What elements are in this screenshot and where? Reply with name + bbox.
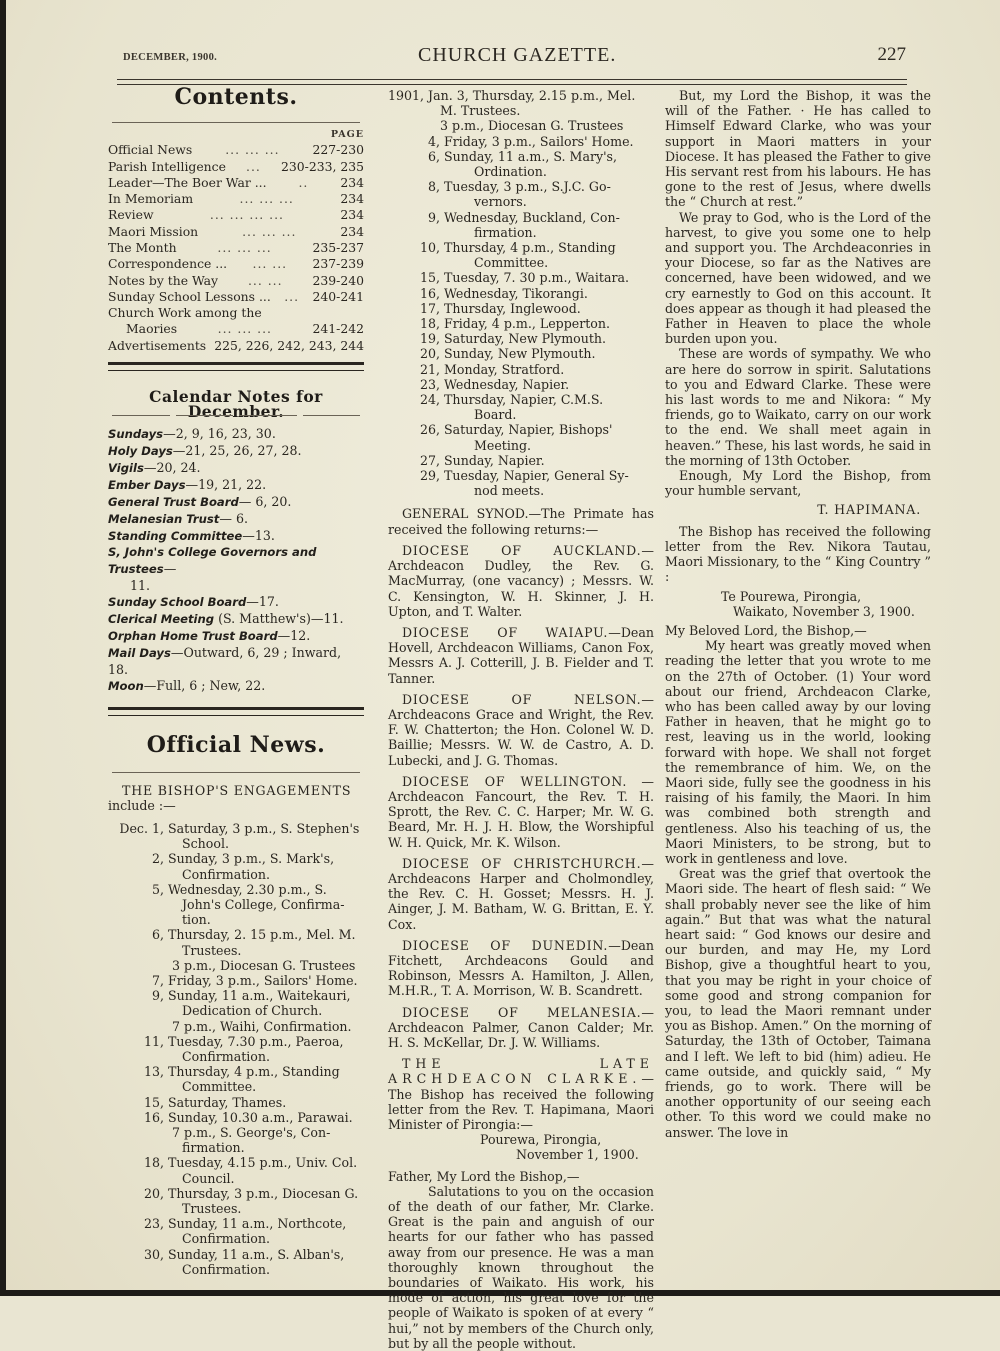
toc-entry-pages: 225, 226, 242, 243, 244 (214, 337, 364, 353)
toc-entry-pages: 234 (340, 174, 364, 190)
engagement-details: Sunday, 3 p.m., S. Mark's, (168, 851, 335, 867)
engagement-date: 8, (427, 179, 440, 195)
engagement-date: 6, (151, 927, 164, 943)
engagement-row (388, 210, 654, 225)
calendar-entry (108, 477, 364, 494)
engagement-date: 18, (419, 316, 440, 332)
calendar-entry-key: Vigils (108, 460, 144, 475)
engagement-details: Monday, Stratford. (444, 361, 565, 377)
engagement-date: 26, (419, 422, 440, 438)
toc-leader-dots: ... ... (252, 256, 288, 272)
engagement-details-cont: John's College, Confirma- (182, 896, 345, 912)
toc-entry-title: Leader—The Boer War ... (108, 174, 267, 190)
toc-entry (108, 191, 364, 207)
engagement-details: Thursday, 4 p.m., Standing (444, 240, 616, 256)
engagement-details-cont: 3 p.m., Diocesan G. Trustees (172, 957, 356, 973)
section-divider (108, 707, 364, 716)
toc-entry-title: Sunday School Lessons ... (108, 288, 271, 304)
letter-address-line: Pourewa, Pirongia, (480, 1132, 602, 1148)
column-middle (388, 88, 654, 1351)
engagement-details: Sunday, 11 a.m., S. Alban's, (168, 1246, 345, 1262)
calendar-entry (108, 460, 364, 477)
engagement-details: Sunday, 11 a.m., S. Mary's, (444, 148, 618, 164)
engagement-details: Friday, 4 p.m., Lepperton. (444, 316, 611, 332)
toc-entry (108, 289, 364, 305)
toc-entry (108, 175, 364, 191)
engagement-date: 29, (419, 468, 440, 484)
engagement-row (108, 1247, 364, 1262)
engagement-details: Sunday, 10.30 a.m., Parawai. (168, 1109, 353, 1125)
letter-salutation: Father, My Lord the Bishop,— (388, 1168, 580, 1184)
engagement-row (388, 316, 654, 331)
toc-entry-title: The Month (108, 239, 177, 255)
column-right (665, 88, 931, 1140)
engagement-date: 30, (143, 1246, 164, 1262)
diocese-entry (388, 1005, 654, 1051)
calendar-entry (108, 544, 364, 578)
calendar-entry-key: Clerical Meeting (108, 612, 215, 627)
toc-entry-pages: 237-239 (312, 256, 364, 272)
calendar-entry-key: Sundays (108, 427, 164, 442)
calendar-entry (108, 678, 364, 695)
engagement-details-cont: School. (182, 836, 229, 852)
diocese-entry (388, 938, 654, 999)
engagement-date: 13, (143, 1064, 164, 1080)
january-engagements (388, 88, 654, 498)
calendar-entry-key: Moon (108, 678, 144, 693)
diocese-name: DIOCESE OF WELLINGTON. (402, 773, 628, 789)
engagement-date: 4, (427, 133, 440, 149)
diocese-entry (388, 856, 654, 932)
engagement-details (453, 88, 654, 103)
engagement-details-cont: Confirmation. (182, 1231, 270, 1247)
engagement-row (108, 1216, 364, 1231)
calendar-entry-value: —17. (246, 594, 279, 610)
engagement-details: Thursday, 2.15 p.m., Mel. (472, 88, 636, 103)
engagement-details: Thursday, Napier, C.M.S. (444, 392, 604, 408)
engagement-row (388, 422, 654, 437)
toc-leader-dots: ... (246, 158, 261, 174)
toc-entry (108, 224, 364, 240)
engagement-details-cont: nod meets. (474, 483, 545, 499)
calendar-entry-key: Orphan Home Trust Board (108, 628, 278, 643)
engagement-details: Thursday, Inglewood. (444, 300, 581, 316)
diocese-entry (388, 692, 654, 768)
engagement-details: Friday, 3 p.m., Sailors' Home. (168, 973, 358, 988)
engagement-date: 11, (143, 1033, 164, 1049)
calendar-entry-value: —Outward, 6, 29 ; Inward, 18. (108, 644, 342, 677)
toc-entry-title: Review (108, 207, 154, 223)
engagement-details: Friday, 3 p.m., Sailors' Home. (444, 133, 634, 149)
engagement-details: Sunday, 11 a.m., Waitekauri, (168, 988, 351, 1004)
engagement-row (108, 988, 364, 1003)
engagement-details: Tuesday, 7. 30 p.m., Waitara. (444, 270, 629, 286)
engagement-row (108, 821, 364, 836)
toc-leader-dots: ... (284, 288, 300, 304)
toc-entry-title: Maories (126, 321, 178, 337)
toc-entry (108, 273, 364, 289)
engagement-details-cont: Meeting. (474, 437, 532, 453)
toc-leader-dots (262, 305, 364, 321)
engagement-date: 21, (419, 361, 440, 377)
engagement-details: Saturday, New Plymouth. (444, 331, 607, 347)
engagement-row (108, 1110, 364, 1125)
calendar-entry-key: Mail Days (108, 645, 171, 660)
engagement-date: 20, (143, 1185, 164, 1201)
table-of-contents (108, 142, 364, 354)
engagement-details: Thursday, 4 p.m., Standing (168, 1064, 340, 1080)
toc-entry-pages: 239-240 (312, 272, 364, 288)
publication-title: CHURCH GAZETTE. (418, 44, 617, 66)
engagement-row (388, 149, 654, 164)
diocese-entry (388, 543, 654, 619)
engagement-row (388, 88, 654, 103)
diocese-members: — Archdeacon Fancourt, the Rev. T. H. Sprott, the Rev. C. C. Harper; Mr. W. G. Beard, Mr. H. J. H. Blow, the Worshipful W. H. Quick, Mr. K. Wilson. (388, 773, 654, 850)
scan-edge-left (0, 0, 6, 1296)
letter-paragraph: But, my Lord the Bishop, it was the will of the Father. · He has called to Himself Edward Clarke, who was your support in Maori matters in your Diocese. It has pleased the Father to give His servant rest from his labours. He has gone to the rest of Jesus, where dwells the “ Church at rest.” (665, 88, 931, 210)
calendar-entry-key: General Trust Board (108, 494, 239, 509)
engagement-row (388, 453, 654, 468)
engagement-row (108, 851, 364, 866)
letter-signature: T. HAPIMANA. (817, 502, 921, 518)
toc-entry-title: Notes by the Way (108, 272, 219, 288)
engagement-row (388, 270, 654, 285)
toc-entry-title: Church Work among the (108, 305, 262, 321)
toc-entry-title: Official News (108, 142, 193, 158)
toc-leader-dots: ... ... ... (217, 321, 272, 337)
engagement-details: Tuesday, 4.15 p.m., Univ. Col. (168, 1155, 358, 1171)
engagement-details: Tuesday, 3 p.m., S.J.C. Go- (444, 179, 611, 195)
engagements-intro: THE BISHOP'S ENGAGEMENTS (122, 782, 352, 798)
diocese-name: DIOCESE OF MELANESIA. (402, 1004, 642, 1020)
engagement-details: Saturday, Thames. (168, 1094, 287, 1110)
engagement-row (108, 1186, 364, 1201)
toc-leader-dots (206, 338, 214, 354)
engagement-details-cont: Ordination. (474, 164, 547, 180)
engagement-row (108, 882, 364, 897)
toc-entry (108, 240, 364, 256)
calendar-entry (108, 594, 364, 611)
engagement-row (108, 973, 364, 988)
calendar-entry-cont: 11. (130, 578, 151, 594)
diocese-name: DIOCESE OF WAIAPU. (402, 624, 609, 640)
engagement-row (388, 346, 654, 361)
engagement-date: 9, (151, 988, 164, 1004)
engagement-date: Dec. 1, (119, 820, 164, 836)
diocese-returns (388, 543, 654, 1050)
toc-entry (108, 256, 364, 272)
engagement-details-cont: vernors. (474, 194, 527, 210)
engagement-details-cont: Confirmation. (182, 866, 270, 882)
toc-entry-pages: 234 (340, 223, 364, 239)
engagement-details-cont: firmation. (182, 1140, 245, 1156)
engagement-details: Saturday, 3 p.m., S. Stephen's (168, 820, 360, 836)
running-head (123, 44, 906, 74)
diocese-name: DIOCESE OF NELSON. (402, 691, 642, 707)
issue-date: DECEMBER, 1900. (123, 52, 218, 63)
diocese-name: DIOCESE OF AUCKLAND. (402, 542, 642, 558)
calendar-entry-value: —2, 9, 16, 23, 30. (163, 426, 276, 442)
calendar-entry (108, 494, 364, 511)
late-archdeacon-intro: THE LATE ARCHDEACON CLARKE.—The Bishop has received the following letter from the Rev. T. Hapimana, Maori Minister of Pirongia:— (388, 1056, 654, 1132)
calendar-entry-value: —21, 25, 26, 27, 28. (172, 442, 302, 458)
letter-paragraph: Salutations to you on the occasion of the death of our father, Mr. Clarke. Great is the pain and anguish of our hearts for our father who has passed away from our presence. He was a man thoroughly known throughout the boundaries of Waikato. His work, his mode of action, his great love for the people of Waikato is spoken of at every “ hui,” not by members of the Church only, but by all the people without. (388, 1183, 654, 1351)
diocese-members: —Dean Fitchett, Archdeacons Gould and Robinson, Messrs A. Hamilton, J. Allen, M.H.R., T. A. Morrison, W. B. Scandrett. (388, 937, 654, 999)
letter-paragraph: We pray to God, who is the Lord of the harvest, to give you some one to help and support you. The Archdeaconries in your Diocese, so far as the Natives are concerned, have been widowed, and we cry earnestly to God on this account. It does appear as though it had pleased the Father in Heaven to place the whole burden upon you. (665, 209, 931, 347)
toc-entry (108, 305, 364, 321)
engagement-row (388, 331, 654, 346)
toc-leader-dots: ... ... ... (242, 223, 297, 239)
general-synod-intro: GENERAL SYNOD.—The Primate has received the following returns:— (388, 506, 654, 537)
engagement-details-cont: Council. (182, 1170, 235, 1186)
diocese-members: —Archdeacon Dudley, the Rev. G. MacMurray, (one vacancy) ; Messrs. W. C. Kensington, W. H. Skinner, J. H. Upton, and T. Walter. (388, 542, 654, 619)
calendar-entry-key: Ember Days (108, 477, 186, 492)
section-divider (108, 362, 364, 371)
engagement-details-cont: 3 p.m., Diocesan G. Trustees (440, 118, 624, 134)
calendar-entry-value: —20, 24. (143, 459, 201, 475)
toc-entry-pages: 234 (340, 191, 364, 207)
engagement-date: 7, (151, 973, 164, 988)
toc-entry-pages: 227-230 (312, 142, 364, 158)
diocese-members: —Archdeacon Palmer, Canon Calder; Mr. H. S. McKellar, Dr. J. W. Williams. (388, 1004, 654, 1050)
toc-entry-pages: 240-241 (312, 288, 364, 304)
engagement-row (108, 1155, 364, 1170)
toc-leader-dots: .. (298, 174, 309, 190)
engagement-details-cont: Dedication of Church. (182, 1003, 323, 1019)
letter-salutation: My Beloved Lord, the Bishop,— (665, 622, 867, 638)
engagements-intro-cont: include :— (108, 797, 176, 813)
calendar-entry-key: Holy Days (108, 443, 173, 458)
tautau-letter-intro: The Bishop has received the following letter from the Rev. Nikora Tautau, Maori Missionary, to the “ King Country ” : (665, 523, 931, 585)
toc-leader-dots: ... ... ... (217, 239, 272, 255)
diocese-entry (388, 774, 654, 850)
engagement-details: Wednesday, Buckland, Con- (444, 209, 620, 225)
calendar-entry (108, 611, 364, 628)
toc-leader-dots: ... ... ... (239, 191, 294, 207)
calendar-entry-value: —12. (277, 627, 311, 643)
calendar-heading: Calendar Notes for December. (149, 387, 323, 422)
engagement-date: 5, (151, 881, 164, 897)
december-engagements (108, 821, 364, 1277)
divider (112, 122, 360, 123)
toc-entry (108, 142, 364, 158)
engagement-row (108, 927, 364, 942)
calendar-entry-key: Sunday School Board (108, 595, 247, 610)
engagement-row (108, 1064, 364, 1079)
toc-entry-title: Maori Mission (108, 223, 199, 239)
engagement-row (388, 286, 654, 301)
letter-address-line: Te Pourewa, Pirongia, (721, 588, 862, 604)
divider (112, 772, 360, 773)
toc-leader-dots: ... ... ... ... (209, 207, 284, 223)
calendar-entry-value: —Full, 6 ; New, 22. (143, 677, 266, 693)
engagement-date: 18, (143, 1155, 164, 1171)
toc-entry (108, 321, 364, 337)
toc-entry (108, 207, 364, 223)
engagement-details: Wednesday, Tikorangi. (444, 285, 588, 301)
toc-entry-pages: 230-233, 235 (280, 158, 364, 174)
engagement-row (388, 392, 654, 407)
engagement-details: Saturday, Napier, Bishops' (444, 422, 613, 438)
calendar-entry-key: Melanesian Trust (108, 511, 220, 526)
toc-entry-pages: 235-237 (312, 239, 364, 255)
toc-leader-dots: ... ... (247, 272, 283, 288)
toc-entry-pages: 234 (340, 207, 364, 223)
calendar-entry-value: (S. Matthew's)—11. (214, 611, 344, 627)
calendar-entry (108, 628, 364, 645)
letter-paragraph: Great was the grief that overtook the Maori side. The heart of flesh said: “ We shall probably never see the like of him again.” But that was what the natural heart said: “ God knows our desire and our burden, and may He, my Lord Bishop, give a thoughtful heart to you, that you may be right in your choice of some good and strong companion for you, to lead the Maori remnant under you as Bishop. Amen.” On the morning of Saturday, the 13th of October, Taimana and I left. We left to bid (him) adieu. He came outside, and quickly said, “ My friends, go to work. There will be another opportunity of our seeing each other. To this word we could make no answer. The love in (665, 866, 931, 1140)
engagement-date: 17, (419, 300, 440, 316)
toc-entry-title: Parish Intelligence (108, 158, 226, 174)
engagement-row (388, 301, 654, 316)
toc-entry (108, 338, 364, 354)
contents-heading: Contents. (174, 84, 298, 110)
letter-paragraph: These are words of sympathy. We who are here do sorrow in spirit. Salutations to you and Edward Clarke. These were his last words to me and Nikora: “ My friends, go to Waikato, carry on our work to the end. We shall meet again in heaven.” These, his last words, he said in the morning of 13th October. (665, 346, 931, 468)
engagement-details-cont: 7 p.m., S. George's, Con- (172, 1125, 331, 1141)
toc-page-label: PAGE (330, 129, 364, 140)
engagement-details-cont: 7 p.m., Waihi, Confirmation. (172, 1018, 352, 1034)
engagement-details: Wednesday, 2.30 p.m., S. (168, 881, 327, 897)
engagement-row (108, 1034, 364, 1049)
calendar-entry (108, 443, 364, 460)
engagement-details-cont: Confirmation. (182, 1049, 270, 1065)
engagement-date: 15, (419, 270, 440, 286)
toc-entry (108, 159, 364, 175)
engagement-date: 16, (419, 285, 440, 301)
column-left (108, 84, 364, 1277)
letter-date-line: November 1, 1900. (516, 1147, 639, 1163)
engagement-details-cont: M. Trustees. (440, 103, 521, 119)
engagement-date: 23, (143, 1216, 164, 1232)
engagement-date: 19, (419, 331, 440, 347)
engagement-details-cont: Committee. (182, 1079, 257, 1095)
engagement-date: 15, (143, 1094, 164, 1110)
engagement-date: 20, (419, 346, 440, 362)
calendar-entry-value: —19, 21, 22. (185, 476, 267, 492)
calendar-entry-key: S, John's College Governors and Trustees (108, 545, 317, 577)
engagement-row (108, 1095, 364, 1110)
engagement-year-month: 1901, Jan. (388, 88, 453, 103)
diocese-name: DIOCESE OF CHRISTCHURCH. (402, 855, 642, 871)
letter-paragraph: Enough, My Lord the Bishop, from your humble servant, (665, 468, 931, 499)
calendar-entry-value: — 6. (219, 510, 248, 526)
engagement-row (388, 362, 654, 377)
engagement-row (388, 240, 654, 255)
diocese-name: DIOCESE OF DUNEDIN. (402, 937, 609, 953)
engagement-date: 24, (419, 392, 440, 408)
engagement-details: Thursday, 2. 15 p.m., Mel. M. (168, 927, 356, 943)
engagement-date: 2, (151, 851, 164, 867)
engagement-details: Sunday, 11 a.m., Northcote, (168, 1216, 347, 1232)
engagement-details: Wednesday, Napier. (444, 376, 570, 392)
engagement-details-cont: Trustees. (182, 942, 242, 958)
calendar-entry-value: — 6, 20. (238, 493, 292, 509)
engagement-date: 3, (456, 88, 469, 103)
toc-leader-dots: ... ... ... (225, 142, 280, 158)
engagement-date: 16, (143, 1109, 164, 1125)
toc-entry-pages: 241-242 (312, 321, 364, 337)
engagement-row (388, 179, 654, 194)
calendar-entry-value: —13. (242, 527, 275, 543)
calendar-entry (108, 511, 364, 528)
page-number: 227 (877, 44, 906, 65)
engagement-details-cont: firmation. (474, 224, 537, 240)
letter-paragraph: My heart was greatly moved when reading the letter that you wrote to me on the 27th of October. (1) Your word about our friend, Archdeacon Clarke, who has been called away by our loving Father in heaven, that he might go to rest, leaving us in the world, looking forward with hope. We shall not forget the remembrance of him. We, on the Maori side, fully see the goodness in his raising of his family, the Maori. In him was combined both strength and gentleness. Also his teaching of us, the Maori Ministers, to be strong, but to work in gentleness and love. (665, 638, 931, 866)
engagement-details-cont: tion. (182, 912, 211, 928)
engagement-details-cont: Committee. (474, 255, 549, 271)
toc-entry-title: In Memoriam (108, 191, 194, 207)
engagement-details-cont: Board. (474, 407, 517, 423)
diocese-members: —Dean Hovell, Archdeacon Williams, Canon Fox, Messrs A. J. Cotterill, J. B. Fielder and T. Tanner. (388, 624, 654, 686)
engagement-row (388, 468, 654, 483)
engagement-date: 23, (419, 376, 440, 392)
diocese-members: —Archdeacons Grace and Wright, the Rev. F. W. Chatterton; the Hon. Colonel W. D. Baillie; Messrs. W. W. de Castro, A. D. Lubecki, and J. G. Thomas. (388, 691, 654, 768)
calendar-entry-value: — (163, 561, 177, 577)
calendar-entry (108, 645, 364, 678)
engagement-details: Sunday, New Plymouth. (444, 346, 596, 362)
letter-date-line: Waikato, November 3, 1900. (733, 603, 915, 619)
toc-entry-title: Advertisements (108, 337, 207, 353)
diocese-members: —Archdeacons Harper and Cholmondley, the Rev. C. H. Gosset; Messrs. H. J. Ainger, J. M. Batham, W. G. Brittan, E. Y. Cox. (388, 855, 654, 932)
engagement-date: 10, (419, 240, 440, 256)
engagement-details-cont: Confirmation. (182, 1261, 270, 1277)
engagement-date: 9, (427, 209, 440, 225)
calendar-entry (108, 528, 364, 545)
engagement-date: 27, (419, 452, 440, 468)
engagement-details: Tuesday, Napier, General Sy- (444, 468, 629, 484)
toc-entry-title: Correspondence ... (108, 256, 228, 272)
engagement-details: Thursday, 3 p.m., Diocesan G. (168, 1185, 359, 1201)
diocese-entry (388, 625, 654, 686)
calendar-entry-key: Standing Committee (108, 528, 243, 543)
engagement-row (388, 377, 654, 392)
engagement-details-cont: Trustees. (182, 1201, 242, 1217)
engagement-details: Sunday, Napier. (444, 452, 545, 468)
engagement-date: 6, (427, 148, 440, 164)
official-news-heading: Official News. (146, 731, 326, 758)
engagement-row (388, 134, 654, 149)
calendar-entry (108, 426, 364, 443)
engagement-details: Tuesday, 7.30 p.m., Paeroa, (168, 1033, 344, 1049)
calendar-notes (108, 426, 364, 695)
